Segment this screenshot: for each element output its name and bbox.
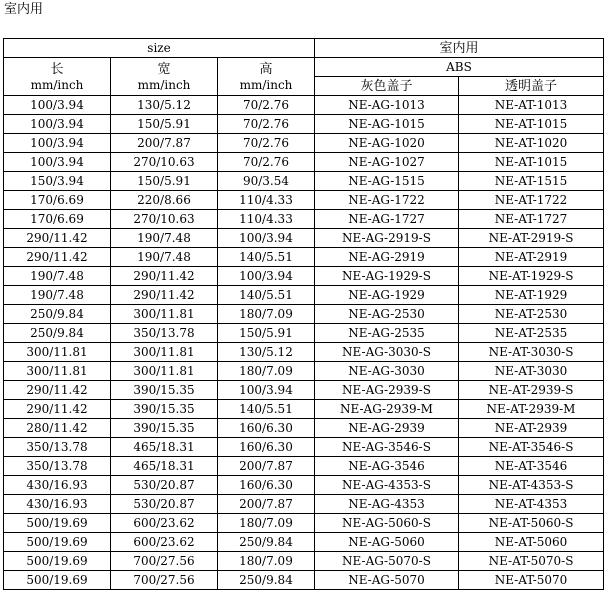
width-cell: 270/10.63	[111, 210, 218, 229]
clear-cover-model-cell: NE-AT-4353	[459, 495, 604, 514]
width-cell: 220/8.66	[111, 191, 218, 210]
height-cell: 160/6.30	[218, 419, 315, 438]
width-cell: 200/7.87	[111, 134, 218, 153]
width-cell: 350/13.78	[111, 324, 218, 343]
length-cell: 190/7.48	[4, 286, 111, 305]
gray-cover-model-cell: NE-AG-5070	[315, 571, 459, 590]
width-cell: 530/20.87	[111, 476, 218, 495]
height-cell: 100/3.94	[218, 267, 315, 286]
table-row	[4, 552, 604, 571]
length-cell: 100/3.94	[4, 96, 111, 115]
clear-cover-model-cell: NE-AT-1020	[459, 134, 604, 153]
width-cell: 290/11.42	[111, 267, 218, 286]
height-cell: 100/3.94	[218, 381, 315, 400]
gray-cover-model-cell: NE-AG-5070-S	[315, 552, 459, 571]
length-cell: 500/19.69	[4, 533, 111, 552]
table-row	[4, 286, 604, 305]
width-cell: 390/15.35	[111, 381, 218, 400]
table-row	[4, 191, 604, 210]
clear-cover-model-cell: NE-AT-5060-S	[459, 514, 604, 533]
gray-cover-model-cell: NE-AG-1027	[315, 153, 459, 172]
height-cell: 110/4.33	[218, 210, 315, 229]
gray-cover-model-cell: NE-AG-3030-S	[315, 343, 459, 362]
width-cell: 270/10.63	[111, 153, 218, 172]
height-cell: 180/7.09	[218, 514, 315, 533]
width-label: 宽	[157, 61, 171, 77]
length-cell: 430/16.93	[4, 495, 111, 514]
table-row	[4, 476, 604, 495]
clear-cover-model-cell: NE-AT-2535	[459, 324, 604, 343]
width-cell: 390/15.35	[111, 400, 218, 419]
clear-cover-model-cell: NE-AT-1929-S	[459, 267, 604, 286]
table-row	[4, 343, 604, 362]
height-cell: 70/2.76	[218, 115, 315, 134]
height-cell: 140/5.51	[218, 248, 315, 267]
width-header	[111, 58, 218, 96]
width-cell: 300/11.81	[111, 362, 218, 381]
height-label: 高	[259, 61, 273, 77]
gray-cover-model-cell: NE-AG-1722	[315, 191, 459, 210]
width-cell: 390/15.35	[111, 419, 218, 438]
table-row	[4, 153, 604, 172]
gray-cover-model-cell: NE-AG-4353	[315, 495, 459, 514]
length-cell: 290/11.42	[4, 248, 111, 267]
gray-cover-model-cell: NE-AG-1020	[315, 134, 459, 153]
length-cell: 100/3.94	[4, 134, 111, 153]
gray-cover-model-cell: NE-AG-2919	[315, 248, 459, 267]
gray-cover-model-cell: NE-AG-1929	[315, 286, 459, 305]
height-cell: 70/2.76	[218, 153, 315, 172]
table-row	[4, 324, 604, 343]
height-cell: 250/9.84	[218, 533, 315, 552]
height-cell: 250/9.84	[218, 571, 315, 590]
material-header: ABS	[315, 58, 604, 77]
clear-cover-model-cell: NE-AT-3030	[459, 362, 604, 381]
clear-cover-model-cell: NE-AT-1015	[459, 115, 604, 134]
height-header	[218, 58, 315, 96]
height-cell: 150/5.91	[218, 324, 315, 343]
clear-cover-model-cell: NE-AT-2919	[459, 248, 604, 267]
table-row	[4, 438, 604, 457]
gray-cover-model-cell: NE-AG-1727	[315, 210, 459, 229]
clear-cover-model-cell: NE-AT-5070-S	[459, 552, 604, 571]
gray-cover-model-cell: NE-AG-1515	[315, 172, 459, 191]
height-cell: 200/7.87	[218, 495, 315, 514]
width-cell: 600/23.62	[111, 514, 218, 533]
table-row	[4, 229, 604, 248]
clear-cover-model-cell: NE-AT-2530	[459, 305, 604, 324]
height-cell: 140/5.51	[218, 286, 315, 305]
width-cell: 150/5.91	[111, 172, 218, 191]
length-cell: 500/19.69	[4, 552, 111, 571]
header-row-1	[4, 39, 604, 58]
length-cell: 500/19.69	[4, 571, 111, 590]
height-cell: 180/7.09	[218, 552, 315, 571]
height-cell: 70/2.76	[218, 134, 315, 153]
clear-cover-model-cell: NE-AT-1727	[459, 210, 604, 229]
width-cell: 600/23.62	[111, 533, 218, 552]
gray-cover-model-cell: NE-AG-1015	[315, 115, 459, 134]
length-cell: 350/13.78	[4, 438, 111, 457]
clear-cover-model-cell: NE-AT-4353-S	[459, 476, 604, 495]
clear-cover-model-cell: NE-AT-2939-S	[459, 381, 604, 400]
gray-cover-model-cell: NE-AG-2919-S	[315, 229, 459, 248]
length-cell: 350/13.78	[4, 457, 111, 476]
clear-cover-model-cell: NE-AT-3030-S	[459, 343, 604, 362]
table-row	[4, 305, 604, 324]
table-row	[4, 495, 604, 514]
table-row	[4, 362, 604, 381]
table-row	[4, 533, 604, 552]
clear-cover-model-cell: NE-AT-2919-S	[459, 229, 604, 248]
clear-cover-model-cell: NE-AT-3546-S	[459, 438, 604, 457]
length-cell: 500/19.69	[4, 514, 111, 533]
gray-cover-model-cell: NE-AG-2939-M	[315, 400, 459, 419]
height-cell: 70/2.76	[218, 96, 315, 115]
length-cell: 290/11.42	[4, 400, 111, 419]
table-row	[4, 381, 604, 400]
length-cell: 100/3.94	[4, 153, 111, 172]
clear-cover-model-cell: NE-AT-3546	[459, 457, 604, 476]
table-row	[4, 419, 604, 438]
table-row	[4, 115, 604, 134]
gray-cover-model-cell: NE-AG-5060-S	[315, 514, 459, 533]
length-cell: 290/11.42	[4, 381, 111, 400]
gray-cover-model-cell: NE-AG-2939	[315, 419, 459, 438]
length-unit: mm/inch	[30, 77, 84, 92]
indoor-header: 室内用	[315, 39, 604, 58]
gray-cover-model-cell: NE-AG-1929-S	[315, 267, 459, 286]
size-header: size	[4, 39, 315, 58]
gray-cover-model-cell: NE-AG-2535	[315, 324, 459, 343]
clear-cover-model-cell: NE-AT-1929	[459, 286, 604, 305]
width-cell: 190/7.48	[111, 248, 218, 267]
length-cell: 250/9.84	[4, 324, 111, 343]
clear-cover-model-cell: NE-AT-1722	[459, 191, 604, 210]
height-cell: 130/5.12	[218, 343, 315, 362]
width-cell: 700/27.56	[111, 552, 218, 571]
table-body	[4, 96, 604, 590]
table-row	[4, 571, 604, 590]
height-unit: mm/inch	[239, 77, 293, 92]
width-cell: 465/18.31	[111, 438, 218, 457]
height-cell: 140/5.51	[218, 400, 315, 419]
length-cell: 300/11.81	[4, 362, 111, 381]
width-cell: 700/27.56	[111, 571, 218, 590]
height-cell: 90/3.54	[218, 172, 315, 191]
table-row	[4, 172, 604, 191]
table-row	[4, 134, 604, 153]
length-cell: 170/6.69	[4, 191, 111, 210]
height-cell: 100/3.94	[218, 229, 315, 248]
length-cell: 100/3.94	[4, 115, 111, 134]
width-cell: 290/11.42	[111, 286, 218, 305]
gray-cover-model-cell: NE-AG-3030	[315, 362, 459, 381]
length-label: 长	[50, 61, 64, 77]
height-cell: 110/4.33	[218, 191, 315, 210]
width-cell: 130/5.12	[111, 96, 218, 115]
clear-cover-model-cell: NE-AT-1515	[459, 172, 604, 191]
gray-cover-header: 灰色盖子	[315, 77, 459, 96]
length-header	[4, 58, 111, 96]
width-cell: 465/18.31	[111, 457, 218, 476]
length-cell: 430/16.93	[4, 476, 111, 495]
length-cell: 290/11.42	[4, 229, 111, 248]
gray-cover-model-cell: NE-AG-3546	[315, 457, 459, 476]
gray-cover-model-cell: NE-AG-1013	[315, 96, 459, 115]
gray-cover-model-cell: NE-AG-3546-S	[315, 438, 459, 457]
table-row	[4, 96, 604, 115]
table-row	[4, 267, 604, 286]
header-row-2	[4, 58, 604, 77]
gray-cover-model-cell: NE-AG-2530	[315, 305, 459, 324]
length-cell: 170/6.69	[4, 210, 111, 229]
page-title: 室内用	[4, 2, 44, 17]
clear-cover-model-cell: NE-AT-1013	[459, 96, 604, 115]
table-row	[4, 400, 604, 419]
height-cell: 180/7.09	[218, 305, 315, 324]
table-row	[4, 457, 604, 476]
gray-cover-model-cell: NE-AG-4353-S	[315, 476, 459, 495]
table-row	[4, 514, 604, 533]
length-cell: 280/11.42	[4, 419, 111, 438]
width-cell: 190/7.48	[111, 229, 218, 248]
height-cell: 160/6.30	[218, 476, 315, 495]
width-cell: 300/11.81	[111, 305, 218, 324]
width-cell: 150/5.91	[111, 115, 218, 134]
clear-cover-header: 透明盖子	[459, 77, 604, 96]
length-cell: 300/11.81	[4, 343, 111, 362]
clear-cover-model-cell: NE-AT-5070	[459, 571, 604, 590]
table-row	[4, 248, 604, 267]
length-cell: 190/7.48	[4, 267, 111, 286]
product-spec-table	[3, 38, 604, 590]
gray-cover-model-cell: NE-AG-2939-S	[315, 381, 459, 400]
width-unit: mm/inch	[137, 77, 191, 92]
table-header	[4, 39, 604, 96]
height-cell: 160/6.30	[218, 438, 315, 457]
width-cell: 300/11.81	[111, 343, 218, 362]
width-cell: 530/20.87	[111, 495, 218, 514]
clear-cover-model-cell: NE-AT-2939-M	[459, 400, 604, 419]
height-cell: 180/7.09	[218, 362, 315, 381]
length-cell: 250/9.84	[4, 305, 111, 324]
height-cell: 200/7.87	[218, 457, 315, 476]
length-cell: 150/3.94	[4, 172, 111, 191]
clear-cover-model-cell: NE-AT-5060	[459, 533, 604, 552]
table-row	[4, 210, 604, 229]
gray-cover-model-cell: NE-AG-5060	[315, 533, 459, 552]
clear-cover-model-cell: NE-AT-1015	[459, 153, 604, 172]
clear-cover-model-cell: NE-AT-2939	[459, 419, 604, 438]
